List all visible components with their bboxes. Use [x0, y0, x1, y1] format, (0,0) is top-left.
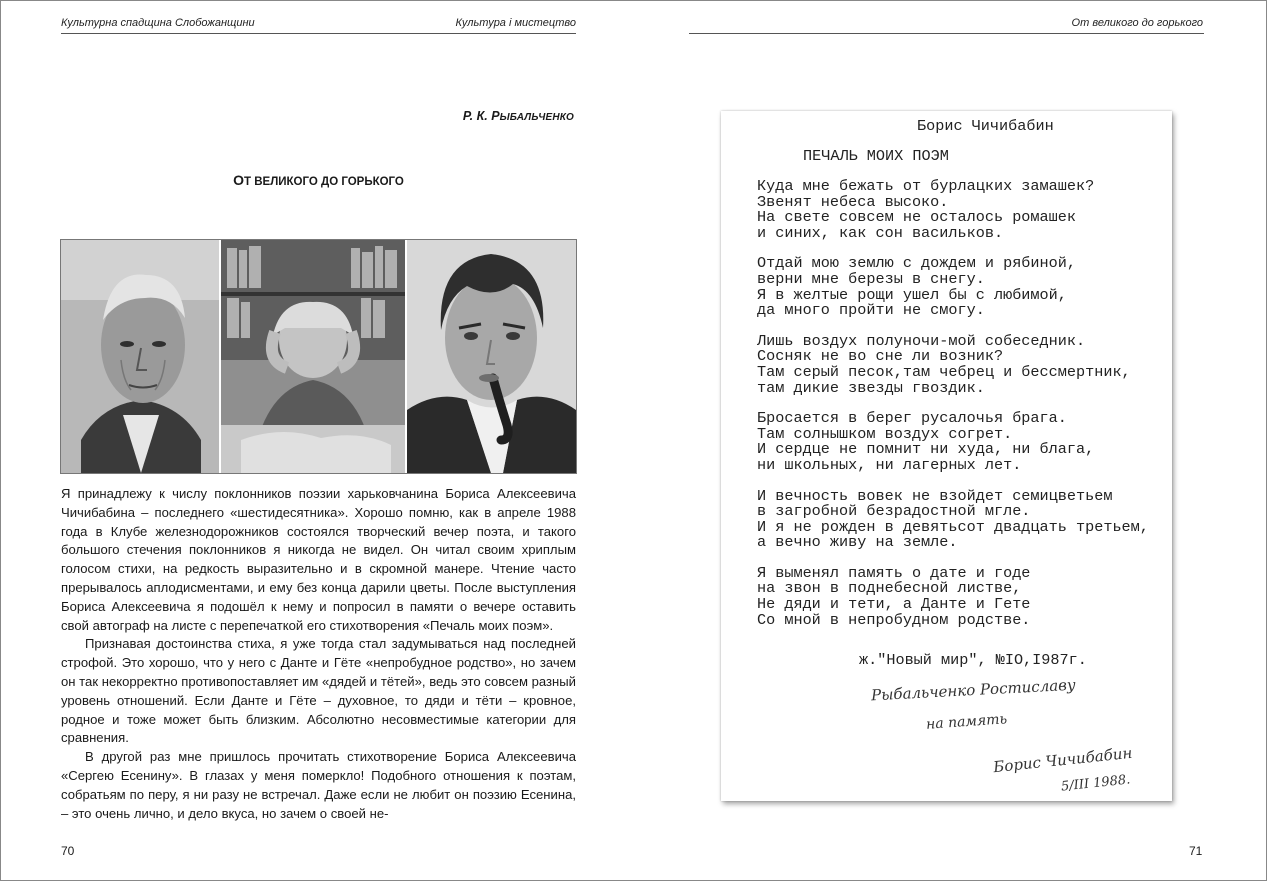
photo-yesenin-portrait — [407, 240, 576, 473]
poem-line: верни мне березы в снегу. — [757, 269, 985, 288]
poem-stanza — [757, 256, 1149, 318]
poem-line: И вечность вовек не взойдет семицветьем — [757, 486, 1113, 505]
poem-line: Сосняк не во сне ли возник? — [757, 347, 1004, 366]
poem-stanza — [757, 411, 1149, 473]
handwritten-date: 5/III 1988. — [1060, 772, 1132, 795]
poem-line: Там солнышком воздух согрет. — [757, 424, 1013, 443]
title-smallcaps: Т ВЕЛИКОГО ДО ГОРЬКОГО — [244, 176, 404, 188]
page-number-left: 70 — [61, 844, 75, 858]
page-number-right: 71 — [1189, 844, 1203, 858]
poem-line: И сердце не помнит ни худа, ни блага, — [757, 440, 1095, 459]
photo-chichibabin-portrait — [61, 240, 221, 473]
manuscript-source: ж."Новый мир", №IO,I987г. — [859, 651, 1087, 669]
manuscript-author: Борис Чичибабин — [917, 117, 1054, 135]
running-header-right: От великого до горького — [1071, 17, 1203, 29]
poem-line: ни школьных, ни лагерных лет. — [757, 455, 1022, 474]
poem-line: там дикие звезды гвоздик. — [757, 378, 985, 397]
poem-line: Я в желтые рощи ушел бы с любимой, — [757, 285, 1067, 304]
article-title — [61, 172, 576, 188]
poem-line: в загробной безрадостной мгле. — [757, 502, 1031, 521]
manuscript-poem-title: ПЕЧАЛЬ МОИХ ПОЭМ — [803, 147, 949, 165]
poem-line: Отдай мою землю с дождем и рябиной, — [757, 254, 1076, 273]
poem-line: Куда мне бежать от бурлацких замашек? — [757, 177, 1095, 195]
poem-line: Лишь воздух полуночи-мой собеседник. — [757, 331, 1086, 350]
poem-line: и синих, как сон васильков. — [757, 223, 1004, 242]
header-rule-left — [61, 33, 576, 34]
running-header-left: Культурна спадщина Слобожанщини — [61, 17, 255, 29]
poem-line: Я выменял память о дате и годе — [757, 563, 1031, 582]
handwritten-dedication: Рыбальченко Ростиславу — [870, 675, 1077, 705]
poem-line: На свете совсем не осталось ромашек — [757, 208, 1076, 227]
poem-line: Там серый песок,там чебрец и бессмертник, — [757, 362, 1131, 381]
title-initial: О — [233, 172, 244, 188]
poem-stanza — [757, 331, 1149, 397]
body-paragraph: Я принадлежу к числу поклонников поэзии харьковчанина Бориса Алексеевича Чичибабина – последнего «шестидесятника». Хорошо помню, как в апреле 1988 года в Клубе железнодорожников состоялся творческий вечер поэта, и такого большого стечения поклонников я никогда не видел. Он читал своим хриплым голосом стихи, на редкость выразительно и в скромной манере. Чтение часто прерывалось аплодисментами, и ему без конца дарили цветы. После выступления Бориса Алексеевича я подошёл к нему и попросил в памяти о вечере оставить свой автограф на листе с перепечаткой его стихотворения «Печаль моих поэм». — [61, 486, 576, 633]
poem-stanza — [757, 179, 1149, 241]
poem-line: на звон в поднебесной листве, — [757, 579, 1022, 598]
author-surname-smallcaps: ЫБАЛЬЧЕНКО — [499, 112, 574, 123]
poem-line: И я не рожден в девятьсот двадцать третьем, — [757, 517, 1149, 536]
poem-line: Не дяди и тети, а Данте и Гете — [757, 595, 1031, 614]
poem-line: Со мной в непробудном родстве. — [757, 610, 1031, 629]
poem-line: Звенят небеса высоко. — [757, 192, 949, 211]
handwritten-signature: Борис Чичибабин — [992, 743, 1134, 777]
photo-collage — [60, 239, 577, 474]
handwritten-dedication-2: на память — [925, 711, 1008, 733]
article-author — [463, 109, 574, 123]
poem-line: а вечно живу на земле. — [757, 533, 958, 552]
poem-stanza — [757, 486, 1149, 552]
author-initials: Р. К. Р — [462, 109, 500, 123]
body-paragraph: Признавая достоинства стиха, я уже тогда стал задумываться над последней строфой. Это хорошо, что у него с Данте и Гёте «непробудное родство», но зачем он так некорректно противопоставляет им «дядей и тётей», ведь это совсем разный уровень отношений. Если Данте и Гёте – духовное, то дяди и тёти – кровное, родное и тоже может быть близким. Абсолютно несовместимые категории для сравнения. — [61, 636, 576, 746]
poem-line: да много пройти не смогу. — [757, 301, 985, 320]
manuscript-poem — [757, 179, 1149, 643]
body-paragraph: В другой раз мне пришлось прочитать стихотворение Бориса Алексеевича «Сергею Есенину». В глазах у меня померкло! Подобного отношения к поэтам, собратьям по перу, я ни разу не встречал. Даже если не любит он поэзию Есенина, – это очень лично, и дело вкуса, но зачем о своей не- — [61, 749, 576, 821]
typewritten-manuscript — [721, 111, 1172, 801]
running-header-section: Культура і мистецтво — [455, 17, 576, 29]
photo-chichibabin-at-desk — [221, 240, 407, 473]
poem-line: Бросается в берег русалочья брага. — [757, 409, 1067, 428]
header-rule-right — [689, 33, 1204, 34]
article-body — [61, 485, 576, 823]
poem-stanza — [757, 563, 1149, 629]
